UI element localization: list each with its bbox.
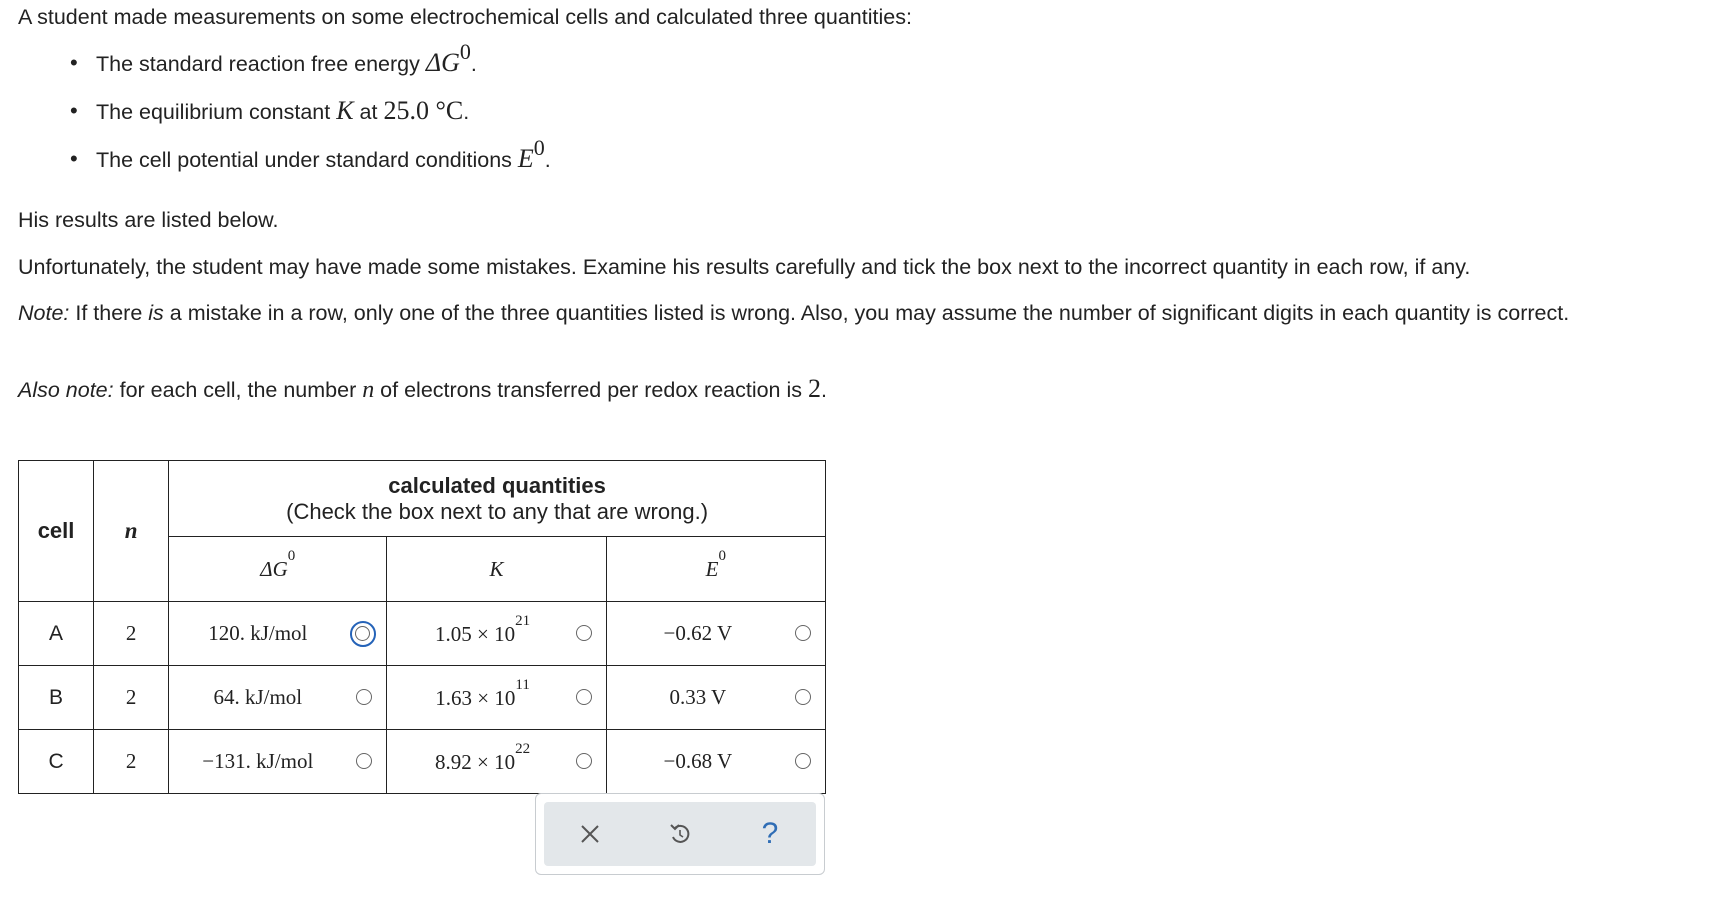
bullet-cell-potential: • The cell potential under standard conditions $E^0$. bbox=[70, 144, 551, 192]
intro-text: A student made measurements on some electrochemical cells and calculated three quantities: bbox=[18, 5, 912, 29]
bullet-list bbox=[70, 39, 551, 192]
row-cell-label: A bbox=[19, 602, 94, 666]
header-e: $E^0$ bbox=[606, 537, 825, 602]
results-text: His results are listed below. bbox=[18, 208, 279, 232]
k-value: $1.63 \times 10^{11}$ bbox=[387, 666, 606, 730]
row-n-value: 2 bbox=[94, 666, 169, 730]
results-table bbox=[18, 460, 826, 794]
delta-g-value: −131. kJ/mol bbox=[169, 730, 387, 794]
also-note-text: Also note: for each cell, the number n of electrons transferred per redox reaction is 2. bbox=[18, 374, 827, 403]
row-n-value: 2 bbox=[94, 730, 169, 794]
checkbox-dg-a[interactable] bbox=[350, 621, 376, 647]
header-n: n bbox=[94, 461, 169, 602]
row-cell-label: C bbox=[19, 730, 94, 794]
table-row bbox=[19, 666, 826, 730]
undo-icon bbox=[667, 821, 693, 847]
answer-toolbar bbox=[535, 793, 825, 875]
header-calculated-quantities: calculated quantities (Check the box next to any that are wrong.) bbox=[169, 461, 826, 537]
table-row bbox=[19, 730, 826, 794]
delta-g-value: 120. kJ/mol bbox=[169, 602, 387, 666]
help-icon: ? bbox=[761, 817, 779, 850]
checkbox-dg-c[interactable] bbox=[356, 753, 372, 769]
checkbox-e-a[interactable] bbox=[795, 625, 811, 641]
checkbox-dg-b[interactable] bbox=[356, 689, 372, 705]
row-n-value: 2 bbox=[94, 602, 169, 666]
clear-button[interactable] bbox=[572, 816, 608, 852]
math-temperature: 25.0 °C bbox=[383, 96, 464, 125]
help-button[interactable] bbox=[752, 816, 788, 852]
math-k: K bbox=[336, 96, 354, 125]
bullet-equilibrium-constant: • The equilibrium constant K at 25.0 °C. bbox=[70, 96, 551, 144]
e-value: 0.33 V bbox=[606, 666, 825, 730]
undo-button[interactable] bbox=[662, 816, 698, 852]
table-row bbox=[19, 602, 826, 666]
bullet-free-energy: • The standard reaction free energy $\Delta G^0$. bbox=[70, 48, 551, 96]
math-delta-g: $\Delta G^0$ bbox=[425, 39, 471, 77]
toolbar-panel bbox=[544, 802, 816, 866]
k-value: $1.05 \times 10^{21}$ bbox=[387, 602, 606, 666]
checkbox-k-b[interactable] bbox=[576, 689, 592, 705]
row-cell-label: B bbox=[19, 666, 94, 730]
e-value: −0.62 V bbox=[606, 602, 825, 666]
checkbox-e-b[interactable] bbox=[795, 689, 811, 705]
header-k: K bbox=[387, 537, 606, 602]
instructions-text: Unfortunately, the student may have made some mistakes. Examine his results carefully and tick the box next to the incorrect quantity in each row, if any. bbox=[18, 255, 1471, 279]
e-value: −0.68 V bbox=[606, 730, 825, 794]
math-e: $E^0$ bbox=[517, 135, 545, 173]
close-icon bbox=[579, 823, 601, 845]
checkbox-k-a[interactable] bbox=[576, 625, 592, 641]
checkbox-k-c[interactable] bbox=[576, 753, 592, 769]
k-value: $8.92 \times 10^{22}$ bbox=[387, 730, 606, 794]
delta-g-value: 64. kJ/mol bbox=[169, 666, 387, 730]
header-delta-g: $\Delta G^0$ bbox=[169, 537, 387, 602]
note-text: Note: If there is a mistake in a row, only one of the three quantities listed is wrong. Also, you may assume the number of significant digits in each quantity is correct. bbox=[18, 301, 1570, 325]
header-cell: cell bbox=[19, 461, 94, 602]
checkbox-e-c[interactable] bbox=[795, 753, 811, 769]
